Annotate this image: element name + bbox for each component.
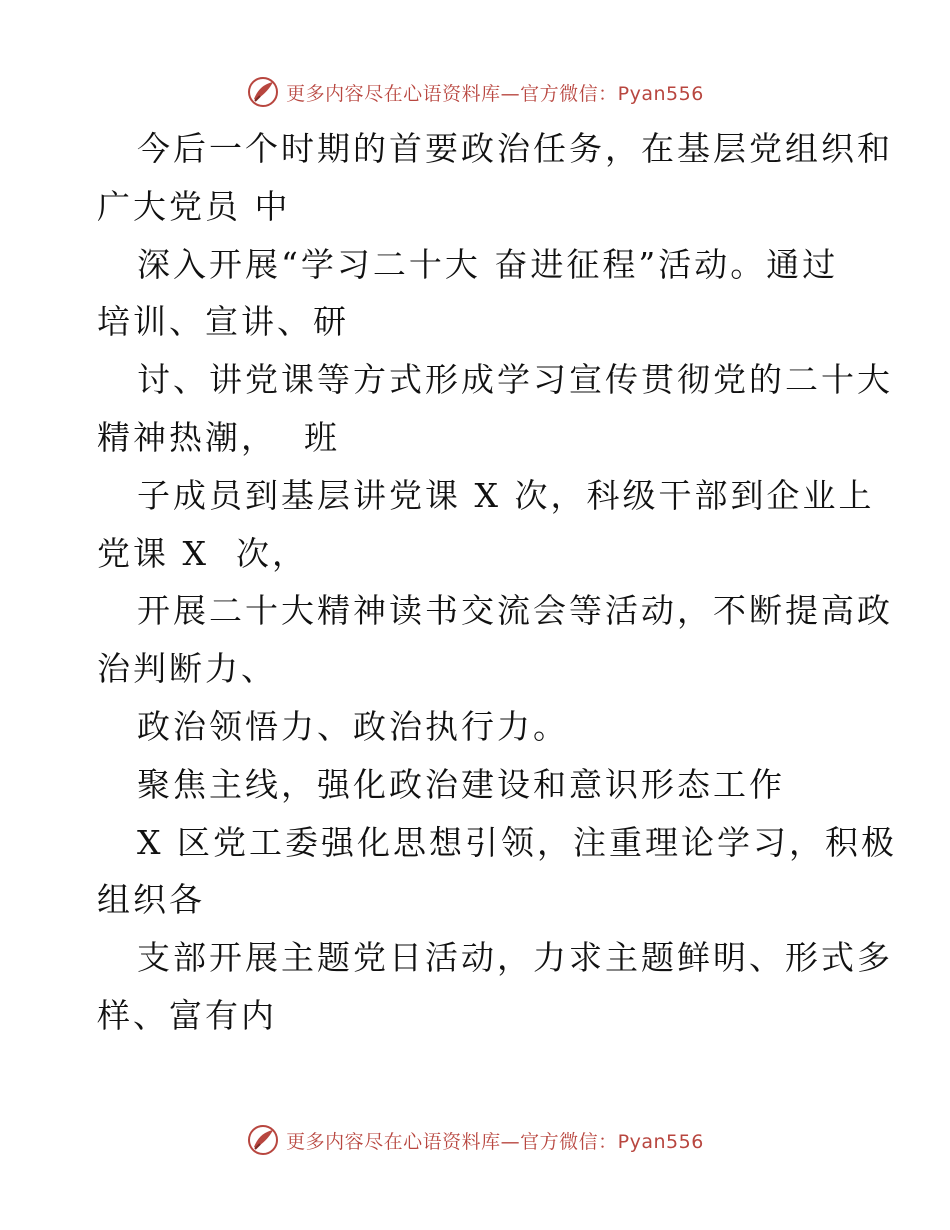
watermark-text: 更多内容尽在心语资料库—官方微信：Pyan556 xyxy=(286,1130,704,1153)
footer-watermark xyxy=(0,1120,950,1160)
paragraph-line: 广大党员 中 xyxy=(97,186,291,226)
paragraph-line: X 区党工委强化思想引领，注重理论学习，积极 xyxy=(137,822,897,862)
paragraph-line: 治判断力、 xyxy=(97,649,277,689)
document-body xyxy=(97,120,897,1045)
paragraph-line: 子成员到基层讲党课 X 次，科级干部到企业上 xyxy=(137,475,875,515)
paragraph-line: 支部开展主题党日活动，力求主题鲜明、形式多 xyxy=(137,938,893,978)
paragraph-line: 今后一个时期的首要政治任务，在基层党组织和 xyxy=(137,129,893,168)
paragraph-line: 样、富有内 xyxy=(97,995,277,1035)
paragraph-line: 政治领悟力、政治执行力。 xyxy=(137,706,569,746)
paragraph-line: 深入开展“学习二十大 奋进征程”活动。通过 xyxy=(137,244,839,284)
watermark-text: 更多内容尽在心语资料库—官方微信：Pyan556 xyxy=(286,82,704,105)
paragraph-line: 党课 X 次， xyxy=(97,533,308,573)
paragraph-line: 讨、讲党课等方式形成学习宣传贯彻党的二十大 xyxy=(137,360,893,400)
paragraph-line: 组织各 xyxy=(97,880,205,920)
quill-logo-icon xyxy=(246,75,280,109)
paragraph-line: 开展二十大精神读书交流会等活动，不断提高政 xyxy=(137,591,893,631)
paragraph-line: 精神热潮， 班 xyxy=(97,417,340,457)
header-watermark xyxy=(0,72,950,112)
paragraph-line: 培训、宣讲、研 xyxy=(97,302,349,342)
section-heading: 聚焦主线，强化政治建设和意识形态工作 xyxy=(137,764,785,804)
quill-logo-icon xyxy=(246,1123,280,1157)
